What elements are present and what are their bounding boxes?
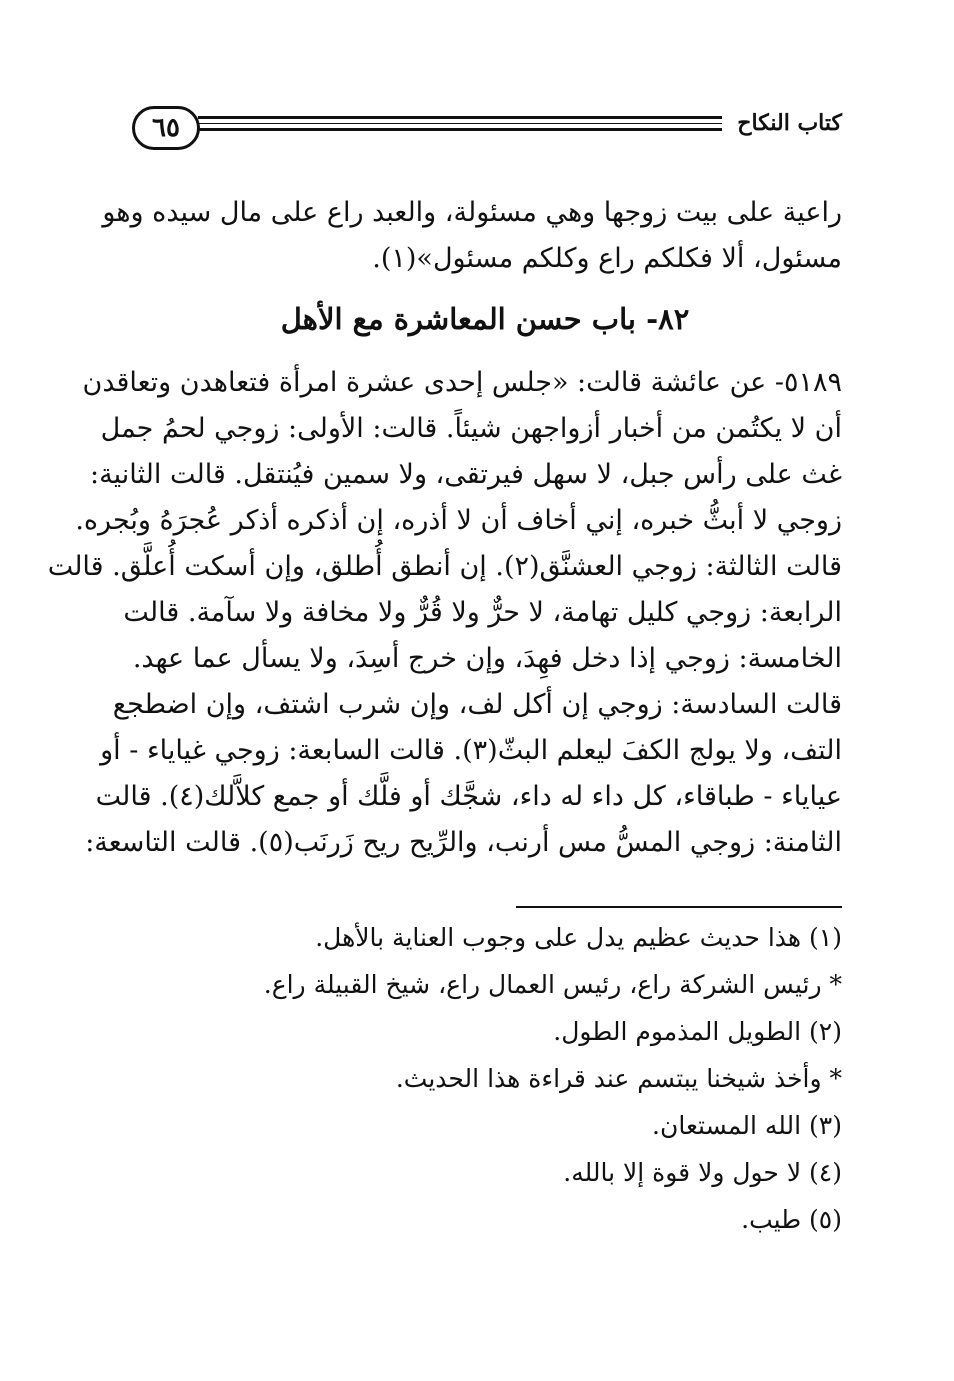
footnote: (٢) الطويل المذموم الطول.	[553, 1017, 842, 1046]
footnote-separator	[516, 906, 842, 908]
text-line: الخامسة: زوجي إذا دخل فهِدَ، وإن خرج أسِدَ، ولا يسأل عما عهد.	[132, 643, 842, 674]
page-number: ٦٥	[132, 106, 200, 150]
text-line: راعية على بيت زوجها وهي مسئولة، والعبد راع على مال سيده وهو	[102, 197, 842, 228]
header-rule-line	[198, 116, 722, 119]
running-header	[128, 104, 842, 154]
footnote: (٣) الله المستعان.	[652, 1111, 842, 1140]
text-line: قالت الثالثة: زوجي العشنَّق(٢). إن أنطق أُطلق، وإن أسكت أُعلَّق. قالت	[47, 551, 842, 582]
text-line: مسئول، ألا فكلكم راع وكلكم مسئول»(١).	[372, 243, 842, 274]
footnotes	[128, 914, 842, 1243]
text-line: زوجي لا أبثُّ خبره، إني أخاف أن لا أذره، إن أذكره أذكر عُجرَهُ وبُجره.	[75, 505, 842, 536]
text-line: عياياء - طباقاء، كل داء له داء، شجَّك أو فلَّك أو جمع كلاَّلك(٤). قالت	[95, 781, 842, 812]
header-rule-line	[198, 123, 722, 124]
footnote: (٤) لا حول ولا قوة إلا بالله.	[563, 1158, 842, 1187]
text-line: الثامنة: زوجي المسُّ مس أرنب، والرِّيح ريح زَرنَب(٥). قالت التاسعة:	[85, 827, 842, 858]
footnote: (١) هذا حديث عظيم يدل على وجوب العناية بالأهل.	[315, 923, 842, 952]
hadith-paragraph	[47, 360, 842, 866]
text-line: قالت السادسة: زوجي إن أكل لف، وإن شرب اشتف، وإن اضطجع	[112, 689, 842, 720]
text-line: ٥١٨٩- عن عائشة قالت: «جلس إحدى عشرة امرأة فتعاهدن وتعاقدن	[82, 367, 842, 398]
book-title: كتاب النكاح	[737, 110, 842, 136]
intro-paragraph	[102, 190, 842, 282]
header-rule	[198, 116, 722, 134]
footnote: (٥) طيب.	[741, 1205, 842, 1234]
footnote: * رئيس الشركة راع، رئيس العمال راع، شيخ القبيلة راع.	[263, 970, 842, 999]
text-line: التف، ولا يولج الكفَ ليعلم البثّ(٣). قالت السابعة: زوجي غياياء - أو	[100, 735, 842, 766]
text-line: غث على رأس جبل، لا سهل فيرتقى، ولا سمين فيُنتقل. قالت الثانية:	[90, 459, 842, 490]
header-rule-line	[198, 128, 722, 131]
text-line: الرابعة: زوجي كليل تهامة، لا حرٌّ ولا قُرٌّ ولا مخافة ولا سآمة. قالت	[123, 597, 842, 628]
text-line: أن لا يكتُمن من أخبار أزواجهن شيئاً. قالت: الأولى: زوجي لحمُ جمل	[100, 413, 842, 444]
footnote: * وأخذ شيخنا يبتسم عند قراءة هذا الحديث.	[395, 1064, 842, 1093]
chapter-heading: ٨٢- باب حسن المعاشرة مع الأهل	[280, 302, 690, 336]
